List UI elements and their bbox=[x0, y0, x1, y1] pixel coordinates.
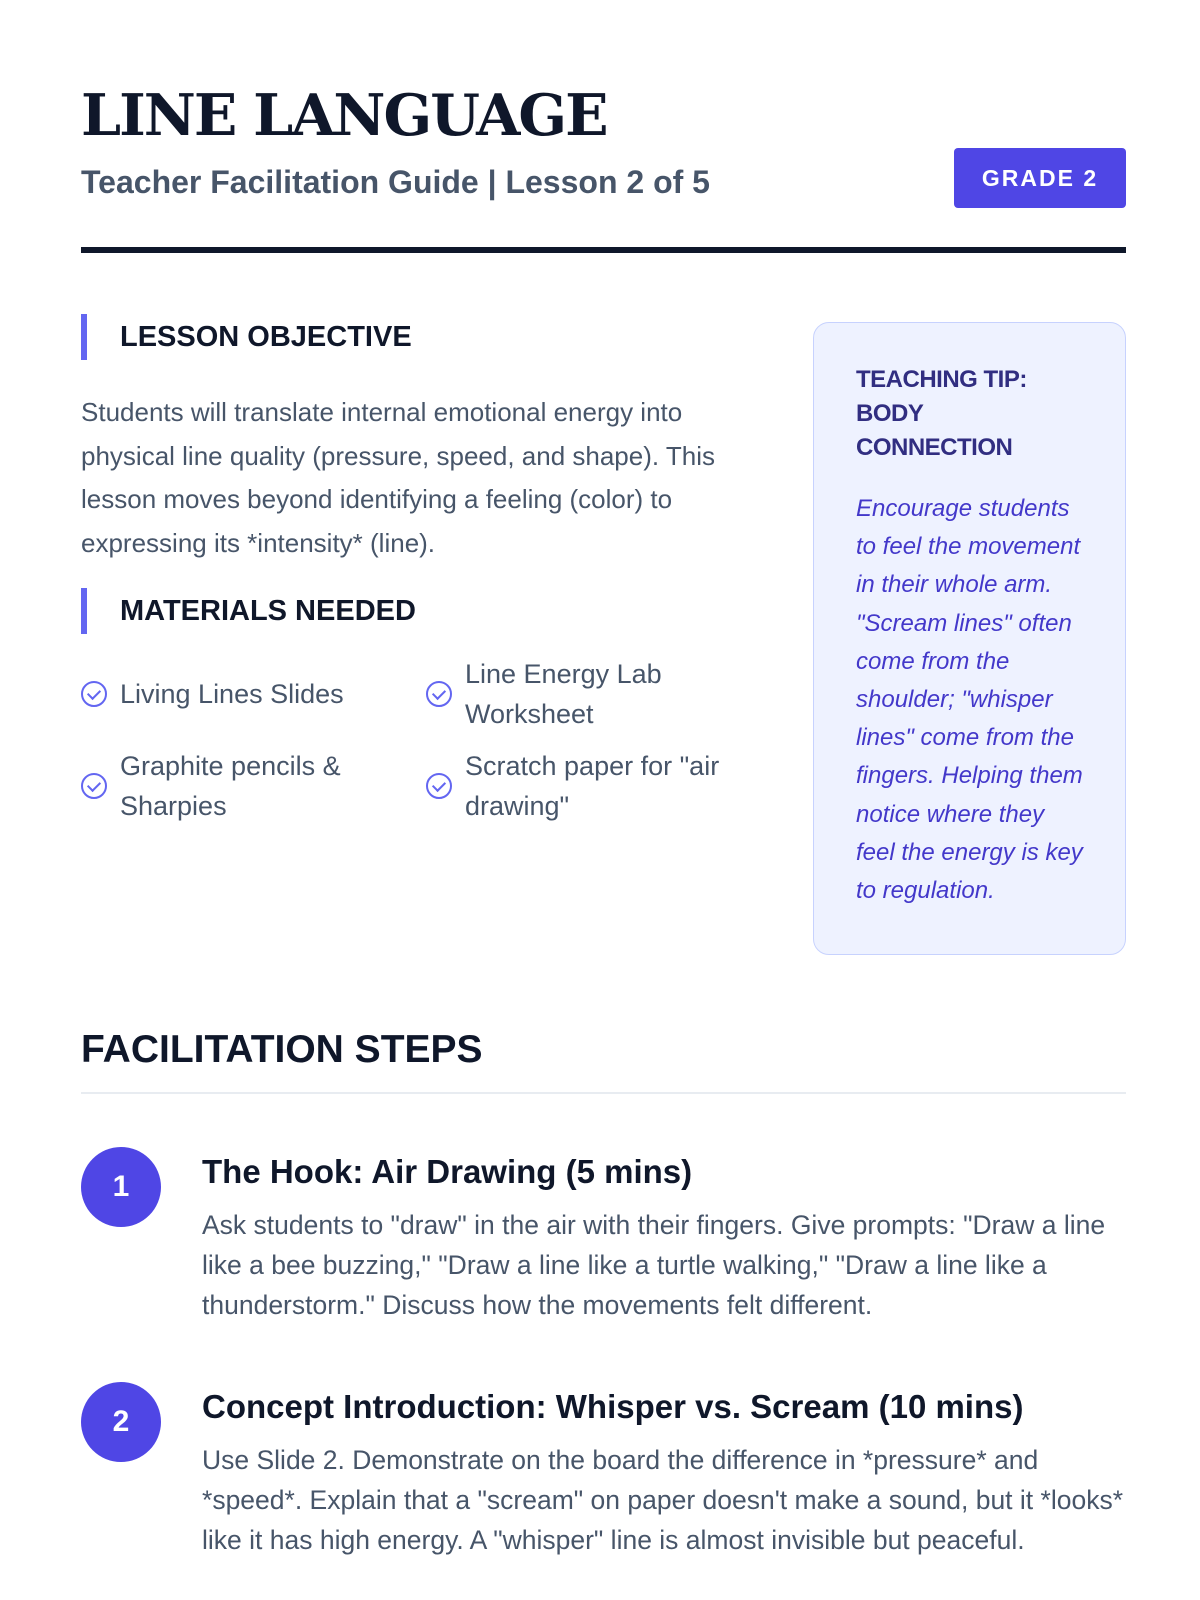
objective-text: Students will translate internal emotional energy into physical line quality (pressure, speed, and shape). This lesson moves beyond identifying a feeling (color) to expressing its *intensity* (line). bbox=[81, 397, 715, 558]
check-circle-icon bbox=[81, 773, 107, 799]
teaching-tip-box bbox=[813, 322, 1126, 955]
check-circle-icon bbox=[426, 681, 452, 707]
step-number-badge: 1 bbox=[81, 1147, 161, 1227]
step-description: Use Slide 2. Demonstrate on the board the difference in *pressure* and *speed*. Explain that a "scream" on paper doesn't make a sound, but it *looks* like it has high energy. A "whisper" line is almost invisible but peaceful. bbox=[202, 1445, 1124, 1555]
check-circle-icon bbox=[426, 773, 452, 799]
materials-item-label: Living Lines Slides bbox=[120, 679, 344, 709]
objective-heading: LESSON OBJECTIVE bbox=[81, 314, 412, 360]
teaching-tip-title: TEACHING TIP: BODY CONNECTION bbox=[856, 366, 1027, 461]
materials-item bbox=[426, 654, 686, 734]
step-title: Concept Introduction: Whisper vs. Scream (10 mins) bbox=[202, 1388, 1024, 1425]
materials-item bbox=[81, 746, 381, 826]
grade-badge: GRADE 2 bbox=[954, 148, 1126, 208]
steps-heading: FACILITATION STEPS bbox=[81, 1028, 483, 1071]
materials-item bbox=[81, 674, 401, 714]
materials-item bbox=[426, 746, 746, 826]
header-block bbox=[81, 84, 1126, 202]
materials-heading: MATERIALS NEEDED bbox=[81, 588, 416, 634]
materials-item-label: Line Energy Lab Worksheet bbox=[465, 659, 662, 729]
step-title: The Hook: Air Drawing (5 mins) bbox=[202, 1153, 693, 1190]
step-number-badge: 2 bbox=[81, 1382, 161, 1462]
materials-item-label: Graphite pencils & Sharpies bbox=[120, 751, 341, 821]
step-description: Ask students to "draw" in the air with their fingers. Give prompts: "Draw a line like a bee buzzing," "Draw a line like a turtle walking," "Draw a line like a thunderstorm." Discuss how the movements felt different. bbox=[202, 1210, 1106, 1320]
teaching-tip-text: Encourage students to feel the movement in their whole arm. "Scream lines" often come from the shoulder; "whisper lines" come from the fingers. Helping them notice where they feel the energy is key to regulation. bbox=[856, 495, 1083, 905]
materials-item-label: Scratch paper for "air drawing" bbox=[465, 751, 720, 821]
steps-divider bbox=[81, 1092, 1126, 1094]
page-subtitle: Teacher Facilitation Guide | Lesson 2 of 5 bbox=[81, 164, 710, 200]
header-divider bbox=[81, 247, 1126, 253]
page-title: LINE LANGUAGE bbox=[81, 82, 607, 149]
check-circle-icon bbox=[81, 681, 107, 707]
